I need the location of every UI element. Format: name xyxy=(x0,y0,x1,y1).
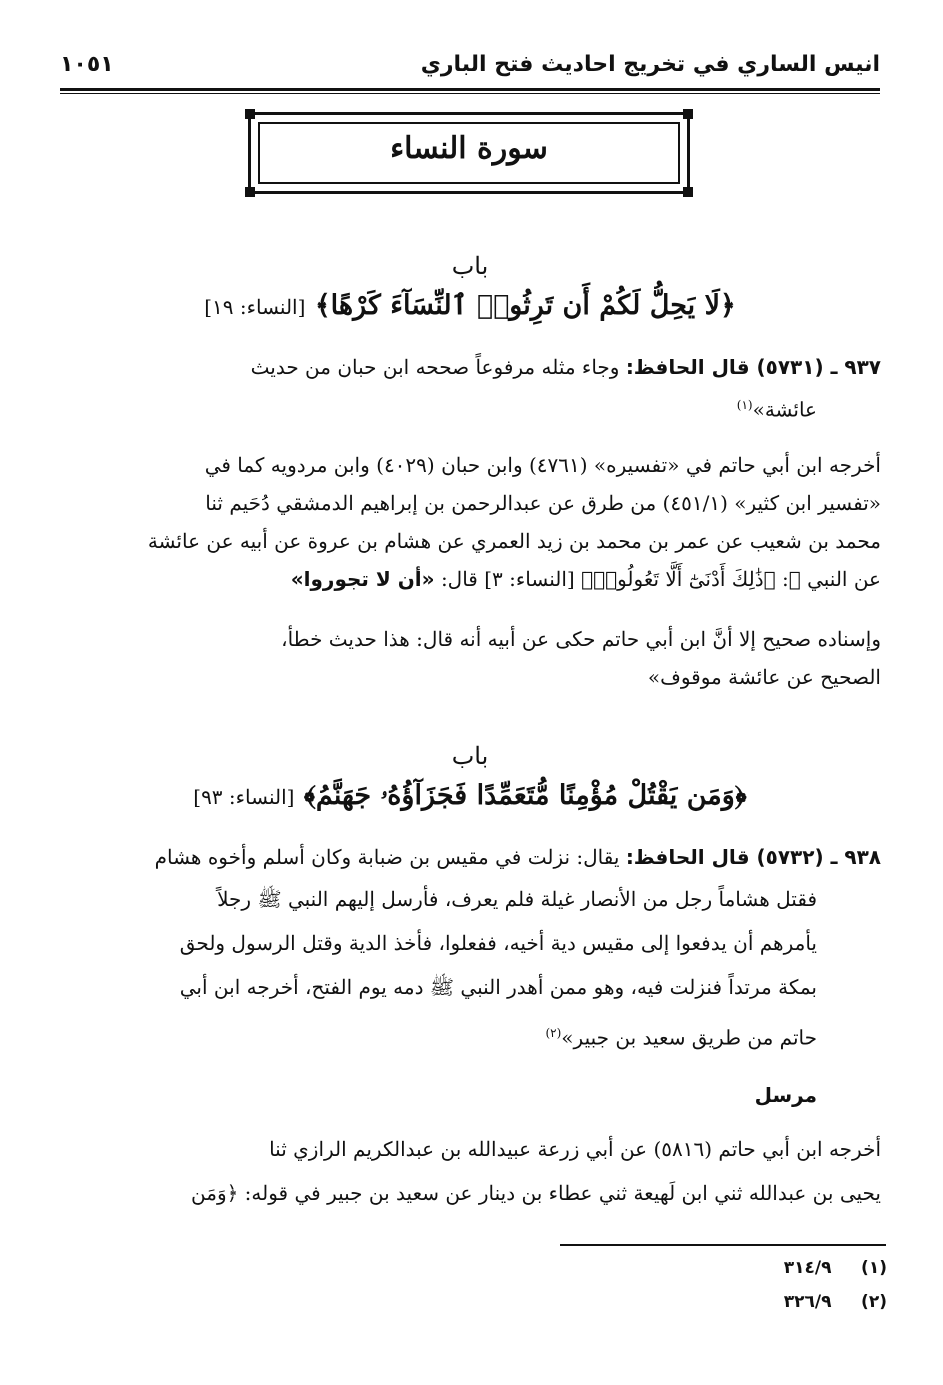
footnote-text: ٣١٤/٩ xyxy=(783,1258,832,1278)
footnote-mark: (١) xyxy=(736,398,753,412)
hadith-text: يقال: نزلت في مقيس بن ضبابة وكان أسلم وأخوه هشام xyxy=(154,845,620,869)
hadith-938-line3: يأمرهم أن يدفعوا إلى مقيس دية أخيه، ففعلوا، فأخذ الدية وقتل الرسول ولحق xyxy=(179,931,817,955)
ayah-reference: [النساء: ١٩] xyxy=(204,295,306,319)
footnote-2 xyxy=(784,1292,887,1312)
grade-label: مرسل xyxy=(754,1083,817,1107)
takhrij-937-line4 xyxy=(63,560,881,598)
takhrij-938-line2: يحيى بن عبدالله ثني ابن لَهيعة ثني عطاء بن دينار عن سعيد بن جبير في قوله: ﴿وَمَن xyxy=(191,1181,881,1205)
chapter-heading-bab: باب xyxy=(451,742,489,770)
footnote-text: ٣٢٦/٩ xyxy=(783,1292,832,1312)
ayah-reference: [النساء: ٩٣] xyxy=(193,785,295,809)
footnote-1 xyxy=(784,1258,887,1278)
takhrij-text: عن النبي ﷺ: ﴿ذَٰلِكَ أَدْنَىٰٓ أَلَّا تَعُولُوا۟﴾ [النساء: ٣] قال: xyxy=(440,567,881,591)
isnad-937-line1: وإسناده صحيح إلا أنَّ ابن أبي حاتم حكى عن أبيه أنه قال: هذا حديث خطأ، xyxy=(281,627,881,651)
chapter-heading-bab: باب xyxy=(451,252,489,280)
page-number: ١٠٥١ xyxy=(60,52,114,77)
header-rule xyxy=(60,88,880,91)
takhrij-bold-quote: «أن لا تجوروا» xyxy=(290,567,435,591)
footnote-rule xyxy=(560,1244,886,1246)
frame-corner xyxy=(245,187,255,197)
hadith-938-line4: بمكة مرتداً فنزلت فيه، وهو ممن أهدر النبي ﷺ دمه يوم الفتح، أخرجه ابن أبي xyxy=(179,975,817,999)
takhrij-937-line2: «تفسير ابن كثير» (٤٥١/١) من طرق عن عبدالرحمن بن إبراهيم الدمشقي دُحَيم ثنا xyxy=(205,491,881,515)
chapter-ayah xyxy=(60,290,880,321)
ayah-text: ﴿لَا يَحِلُّ لَكُمْ أَن تَرِثُوا۟ ٱلنِّسَآءَ كَرْهًا﴾ xyxy=(314,290,736,321)
footnote-mark: (٢) xyxy=(545,1026,562,1040)
ayah-text: ﴿وَمَن يَقْتُلْ مُؤْمِنًا مُّتَعَمِّدًا فَجَزَآؤُهُۥ جَهَنَّمُ﴾ xyxy=(303,780,747,811)
isnad-937-line2: الصحيح عن عائشة موقوف» xyxy=(647,665,881,689)
hadith-938-line5 xyxy=(57,1014,817,1057)
hadith-937-line1 xyxy=(63,348,881,386)
hadith-text: حاتم من طريق سعيد بن جبير» xyxy=(561,1025,817,1050)
takhrij-937-line3: محمد بن شعيب عن عمر بن محمد بن زيد العمري عن هشام بن عروة عن أبيه عن عائشة xyxy=(147,529,881,553)
book-title: انيس الساري في تخريج احاديث فتح الباري xyxy=(420,52,880,77)
hadith-text: عائشة» xyxy=(752,397,817,422)
surah-title: سورة النساء xyxy=(390,131,548,166)
hadith-938-line1 xyxy=(63,838,881,876)
hadith-937-line2 xyxy=(57,386,817,429)
frame-corner xyxy=(683,109,693,119)
hadith-number: ٩٣٧ ـ (٥٧٣١) قال الحافظ: xyxy=(625,355,881,379)
hadith-number: ٩٣٨ ـ (٥٧٣٢) قال الحافظ: xyxy=(625,845,881,869)
surah-title-frame xyxy=(248,112,690,194)
hadith-text: وجاء مثله مرفوعاً صححه ابن حبان من حديث xyxy=(250,355,620,379)
takhrij-937-line1: أخرجه ابن أبي حاتم في «تفسيره» (٤٧٦١) وابن حبان (٤٠٢٩) وابن مردويه كما في xyxy=(204,453,881,477)
footnote-number: (٢) xyxy=(861,1292,887,1312)
footnote-number: (١) xyxy=(861,1258,887,1278)
takhrij-938-line1: أخرجه ابن أبي حاتم (٥٨١٦) عن أبي زرعة عبيدالله بن عبدالكريم الرازي ثنا xyxy=(269,1137,881,1161)
running-header xyxy=(60,52,880,86)
frame-corner xyxy=(245,109,255,119)
header-rule-thin xyxy=(60,93,880,94)
hadith-938-line2: فقتل هشاماً رجل من الأنصار غيلة فلم يعرف، فأرسل إليهم النبي ﷺ رجلاً xyxy=(217,887,817,911)
chapter-ayah xyxy=(60,780,880,812)
frame-corner xyxy=(683,187,693,197)
